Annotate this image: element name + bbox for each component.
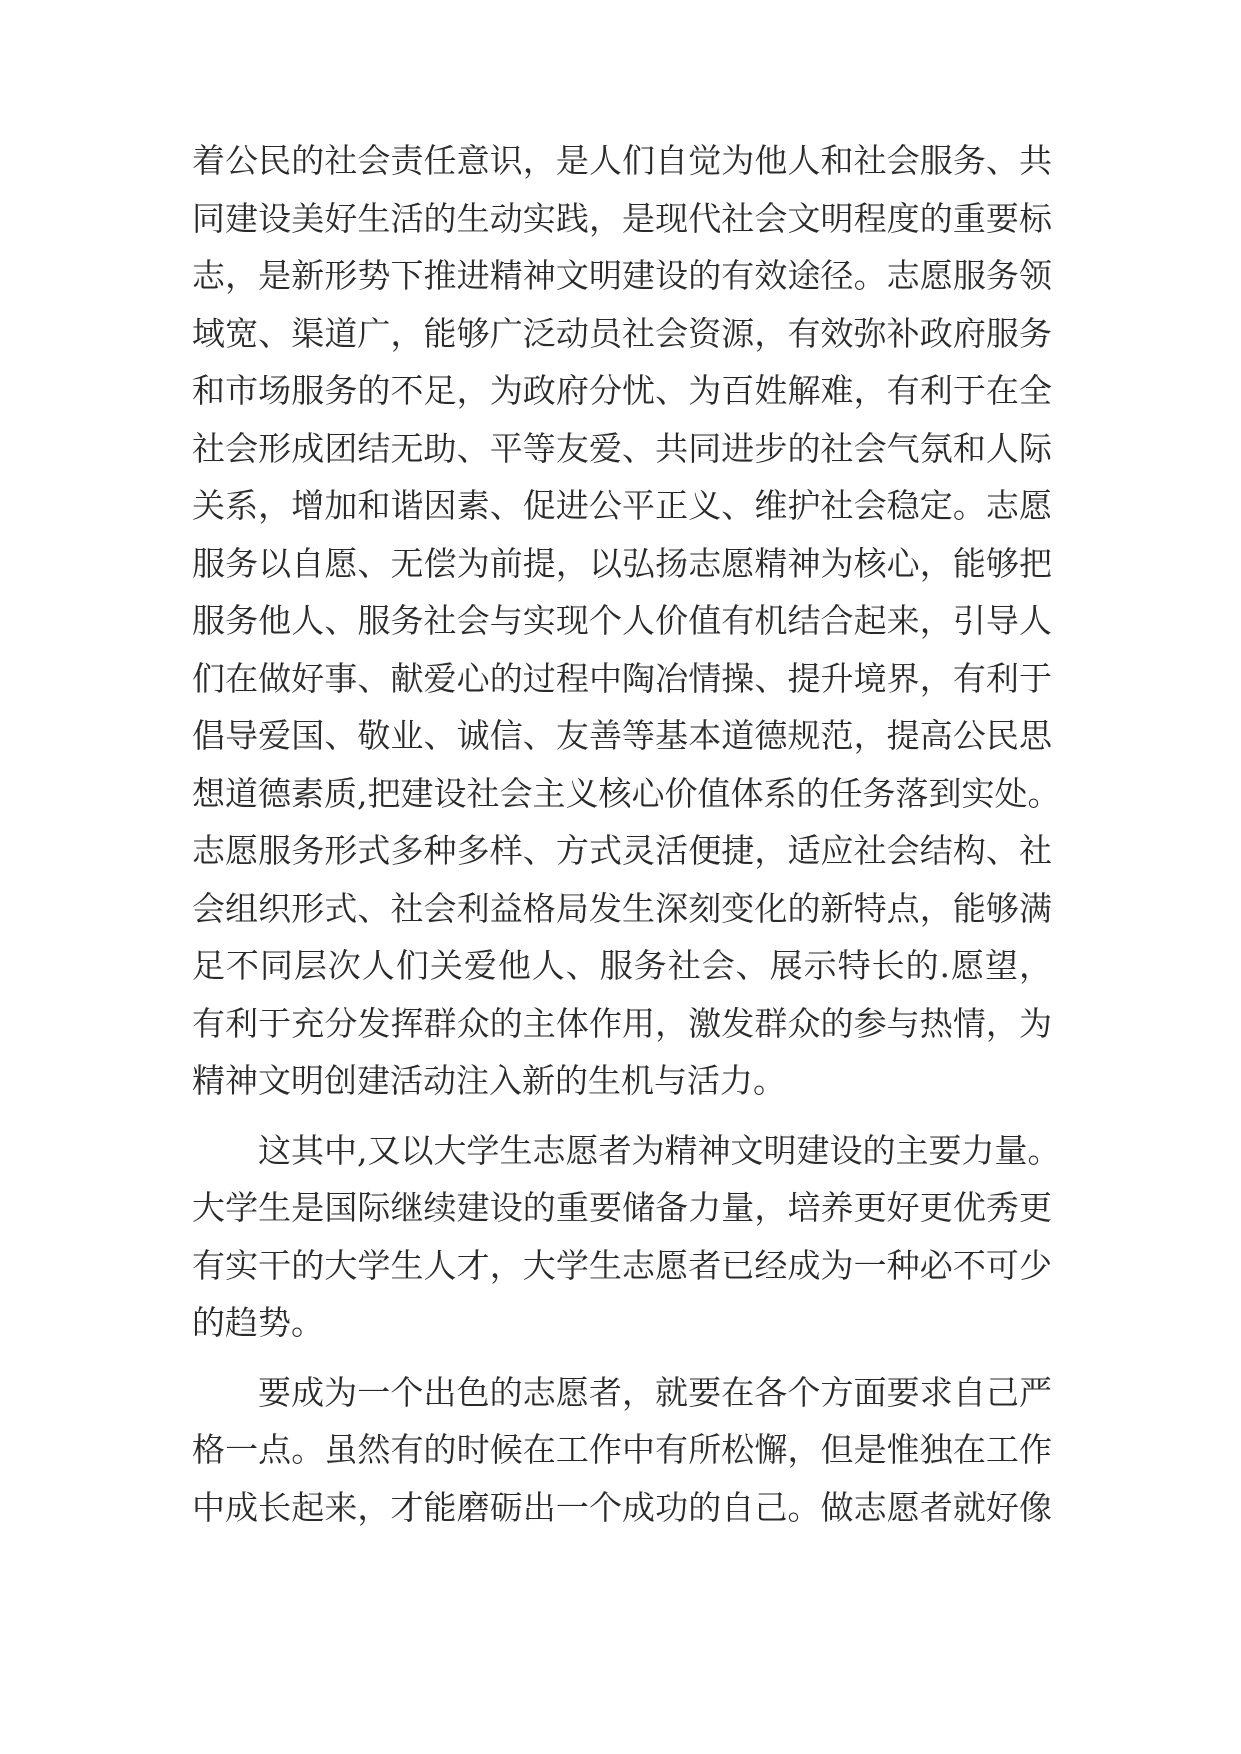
paragraph-1 — [192, 132, 1061, 1110]
text-line: 和市场服务的不足，为政府分忧、为百姓解难，有利于在全 — [192, 371, 1052, 410]
text-line: 倡导爱国、敬业、诚信、友善等基本道德规范，提高公民思 — [192, 716, 1052, 755]
text-line: 志愿服务形式多种多样、方式灵活便捷，适应社会结构、社 — [192, 831, 1052, 870]
text-line: 有利于充分发挥群众的主体作用，激发群众的参与热情，为 — [192, 1003, 1052, 1043]
text-line: 服务他人、服务社会与实现个人价值有机结合起来，引导人 — [192, 601, 1052, 640]
text-line: 关系，增加和谐因素、促进公平正义、维护社会稳定。志愿 — [192, 486, 1052, 525]
text-line: 会组织形式、社会利益格局发生深刻变化的新特点，能够满 — [192, 888, 1052, 928]
paragraph-gap — [192, 1110, 1052, 1122]
text-line: 着公民的社会责任意识，是人们自觉为他人和社会服务、共 — [192, 141, 1052, 180]
text-line: 有实干的大学生人才，大学生志愿者已经成为一种必不可少 — [192, 1245, 1052, 1285]
text-line: 服务以自愿、无偿为前提，以弘扬志愿精神为核心，能够把 — [192, 543, 1052, 583]
text-line: 大学生是国际继续建设的重要储备力量，培养更好更优秀更 — [192, 1188, 1052, 1227]
text-line: 中成长起来，才能磨砺出一个成功的自己。做志愿者就好像 — [192, 1487, 1052, 1527]
text-line: 社会形成团结无助、平等友爱、共同进步的社会气氛和人际 — [192, 428, 1052, 468]
body-text — [192, 132, 1061, 1536]
text-line: 精神文明创建活动注入新的生机与活力。 — [192, 1061, 786, 1100]
text-line: 的趋势。 — [192, 1303, 324, 1342]
text-line: 域宽、渠道广，能够广泛动员社会资源，有效弥补政府服务 — [192, 313, 1052, 353]
paragraph-3 — [192, 1364, 1052, 1537]
paragraph-2 — [192, 1122, 1061, 1352]
text-line: 这其中,又以大学生志愿者为精神文明建设的主要力量。 — [258, 1130, 1061, 1170]
paragraph-gap — [192, 1352, 1052, 1364]
text-line: 想道德素质,把建设社会主义核心价值体系的任务落到实处。 — [192, 773, 1061, 813]
text-line: 们在做好事、献爱心的过程中陶冶情操、提升境界，有利于 — [192, 658, 1052, 698]
text-line: 志，是新形势下推进精神文明建设的有效途径。志愿服务领 — [192, 256, 1052, 295]
text-line: 同建设美好生活的生动实践，是现代社会文明程度的重要标 — [192, 198, 1052, 238]
text-line: 要成为一个出色的志愿者，就要在各个方面要求自己严 — [258, 1372, 1052, 1412]
text-line: 足不同层次人们关爱他人、服务社会、展示特长的.愿望， — [192, 946, 1052, 985]
text-line: 格一点。虽然有的时候在工作中有所松懈，但是惟独在工作 — [192, 1430, 1052, 1469]
